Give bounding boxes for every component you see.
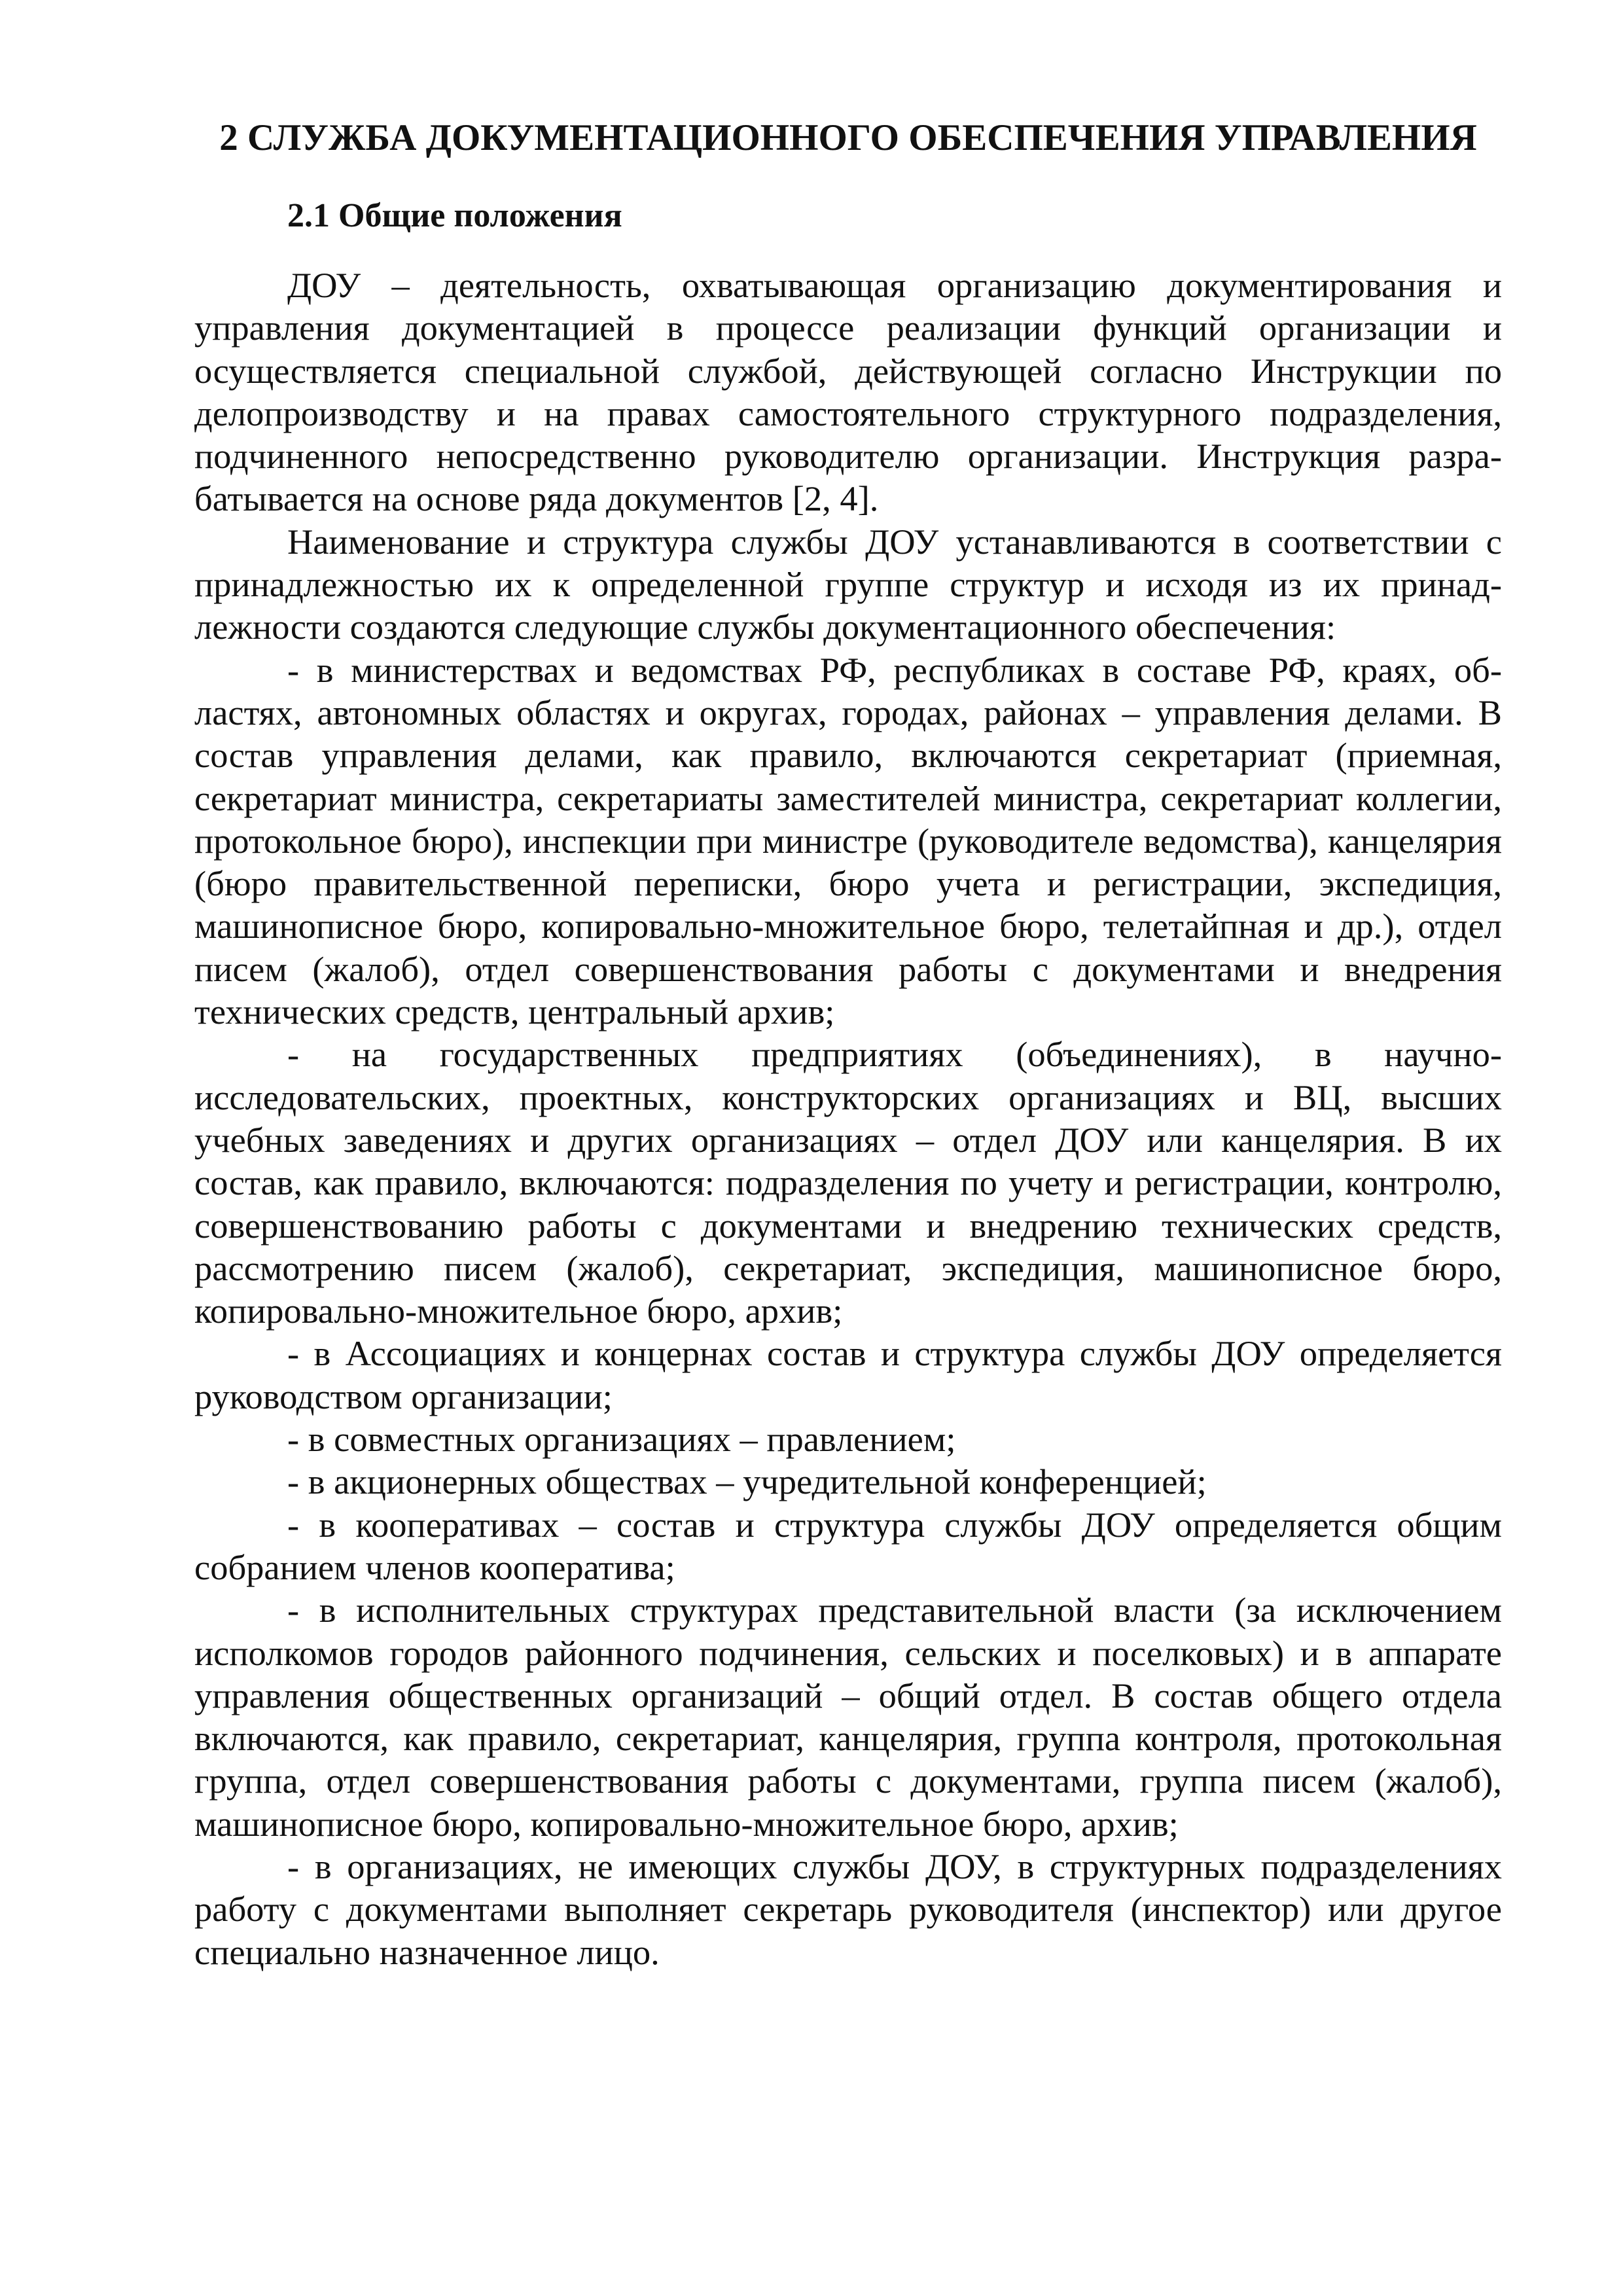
paragraph-structure-intro: Наименование и структура службы ДОУ устанавливаются в соответствии с принадлежностью их к определенной группе структур и исходя из их принадлежности создаются следующие службы документационного обеспечения: xyxy=(194,521,1502,647)
section-title: 2.1 Общие положения xyxy=(287,197,622,234)
list-item-associations: - в Ассоциациях и концернах состав и структура службы ДОУ определяется руководством организации; xyxy=(194,1333,1502,1416)
list-item-state-enterprises: - на государственных предприятиях (объединениях), в научно-исследовательских, проектных, конструкторских организациях и ВЦ, высших учебных заведениях и других организациях – отдел ДОУ или канцелярия. В их состав, как правило, включаются: подразделения по учету и регистрации, контролю, совершенствованию работы с документами и внедрению технических средств, рассмотрению писем (жалоб), секретариат, экспедиция, машинописное бюро, копировально-множительное бюро, архив; xyxy=(194,1034,1502,1331)
list-item-joint-stock-companies: - в акционерных обществах – учредительной конференцией; xyxy=(287,1462,1207,1502)
page-content xyxy=(194,115,1502,1973)
list-item-organizations-without-service: - в организациях, не имеющих службы ДОУ, в структурных подразделениях работу с документами выполняет секретарь руководителя (инспектор) или другое специально назначенное лицо. xyxy=(194,1846,1502,1972)
chapter-title: 2 СЛУЖБА ДОКУМЕНТАЦИОННОГО ОБЕСПЕЧЕНИЯ УПРАВЛЕНИЯ xyxy=(219,117,1477,158)
list-item-ministries: - в министерствах и ведомствах РФ, республиках в составе РФ, краях, областях, автономных областях и округах, городах, районах – управления делами. В состав управления делами, как правило, включаются секретариат (приемная, секретариат министра, секретариаты заместителей министра, секретариат коллегии, протокольное бюро), инспекции при министре (руководителе ведомства), канцелярия (бюро правительственной переписки, бюро учета и регистрации, экспедиция, машинописное бюро, копировально-множительное бюро, телетайпная и др.), отдел писем (жалоб), отдел совершенствования работы с документами и внедрения технических средств, центральный архив; xyxy=(194,649,1502,1032)
list-item-joint-organizations: - в совместных организациях – правлением; xyxy=(287,1419,956,1460)
paragraph-definition: ДОУ – деятельность, охватывающая организацию документирования и управления документацией в процессе реализации функций организации и осуществляется специальной службой, действующей согласно Инструкции по делопроизводству и на правах самостоятельного структурного подразделения, подчиненного непосредственно руководителю организации. Инструкция разрабатывается на основе ряда документов [2, 4]. xyxy=(194,265,1502,519)
list-item-cooperatives: - в кооперативах – состав и структура службы ДОУ определяется общим собранием членов кооператива; xyxy=(194,1504,1502,1587)
list-item-executive-structures: - в исполнительных структурах представительной власти (за исключением исполкомов городов районного подчинения, сельских и поселковых) и в аппарате управления общественных организаций – общий отдел. В состав общего отдела включаются, как правило, секретариат, канцелярия, группа контроля, протокольная группа, отдел совершенствования работы с документами, группа писем (жалоб), машинописное бюро, копировально-множительное бюро, архив; xyxy=(194,1590,1502,1844)
